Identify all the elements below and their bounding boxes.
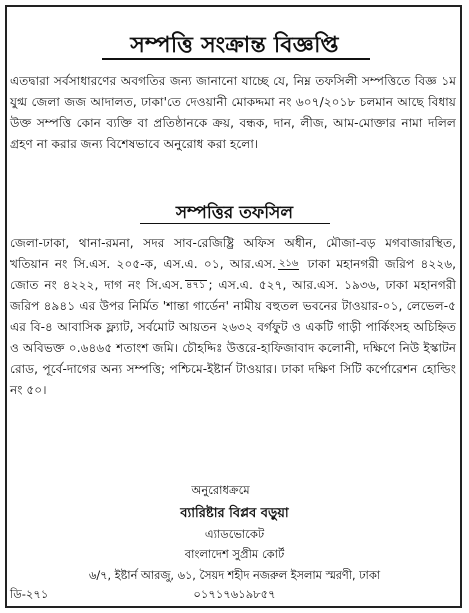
requested-by-label: অনুরোধক্রমে — [191, 483, 250, 497]
schedule-title: সম্পত্তির তফসিল — [175, 203, 294, 223]
schedule-text-part1: জেলা-ঢাকা, থানা-রমনা, সদর সাব-রেজিষ্ট্রি অফিস অধীন, মৌজা-বড় মগবাজারস্থিত, খতিয়ান নং সি.এস. ২০৫-ক, এস.এ. ০১, আর.এস. — [10, 236, 456, 271]
dag-fraction — [185, 280, 206, 291]
notice-title: সম্পত্তি সংক্রান্ত বিজ্ঞপ্তি — [130, 32, 339, 58]
schedule-text-part2: ঢাকা মহানগরী জরিপ ৪২২৬, জোত নং ৪২২২, দাগ নং সি.এস. — [10, 257, 456, 292]
title-underline — [102, 58, 370, 60]
schedule-text-part3: ; এস.এ. ৫২৭, আর.এস. ১৯৩৬, ঢাকা মহানগরী জরিপ ৪৯৪১ এর উপর নির্মিত 'শান্তা গার্ডেন' নামীয় বহুতল ভবনের টাওয়ার-০১, লেভেল-৫ এর বি-৪ আবাসিক ফ্ল্যাট, সর্বমোট আয়তন ২৬৩২ বর্গফুট ও একটি গাড়ী পার্কিংসহ অচিহ্নিত ও অবিভক্ত ০.৬৪৬৫ শতাংশ জমি। চৌহদ্দিঃ উত্তরে-হাফিজাবাদ কলোনী, দক্ষিণে নিউ ইস্কাটন রোড, পূর্বে-দাগের অন্য সম্পত্তি; পশ্চিমে-ইষ্টার্ন টাওয়ার। ঢাকা দক্ষিণ সিটি কর্পোরেশন হোল্ডিং নং ৫০। — [10, 278, 457, 397]
signatory-name: ব্যারিষ্টার বিপ্লব বড়ুয়া — [180, 506, 289, 521]
signatory-court: বাংলাদেশ সুপ্রীম কোর্ট — [184, 547, 285, 561]
notice-intro-paragraph: এতদ্বারা সর্বসাধারণের অবগতির জন্য জানানো যাচ্ছে যে, নিম্ন তফসিলী সম্পত্তিতে বিজ্ঞ ১ম যুগ্ম জেলা জজ আদালত, ঢাকা'তে দেওয়ানী মোকদ্দমা নং ৬০৭/২০১৮ চলমান আছে বিধায় উক্ত সম্পত্তি কোন ব্যক্তি বা প্রতিষ্ঠানকে ক্রয়, বন্ধক, দান, লীজ, আম-মোক্তার নামা দলিল গ্রহণ না করার জন্য বিশেষভাবে অনুরোধ করা হলো। — [10, 74, 456, 151]
rs-fraction — [278, 259, 300, 270]
signatory-address: ৬/৭, ইষ্টার্ন আরজু, ৬১, সৈয়দ শহীদ নজরুল ইসলাম স্মরণী, ঢাকা — [88, 569, 381, 582]
rs-fraction-numerator: ২১৬ — [278, 258, 299, 269]
dag-fraction-denominator: ৪৭১ — [186, 280, 206, 291]
signatory-phone: ০১৭১৭৬১৯৮৫৭ — [193, 587, 276, 601]
schedule-underline — [140, 223, 330, 224]
signatory-designation: এ্যাডভোকেট — [204, 527, 265, 541]
reference-code: ডি-২৭১ — [10, 587, 49, 601]
schedule-paragraph — [10, 233, 456, 401]
